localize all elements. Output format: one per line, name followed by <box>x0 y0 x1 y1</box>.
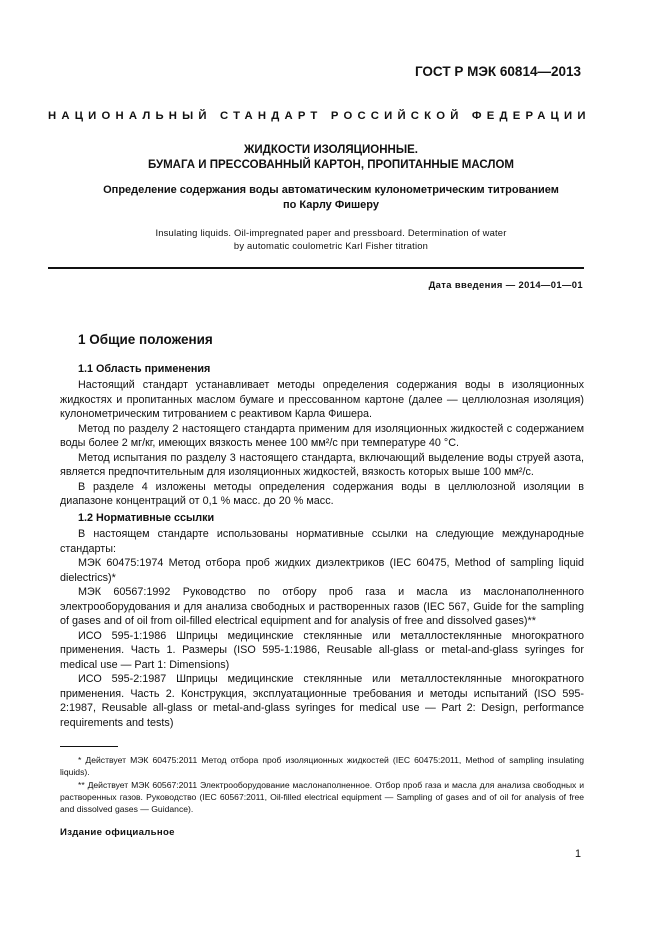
footnotes <box>60 754 584 816</box>
page-number: 1 <box>574 848 581 860</box>
national-standard-banner: НАЦИОНАЛЬНЫЙ СТАНДАРТ РОССИЙСКОЙ ФЕДЕРАЦИИ <box>48 110 591 122</box>
section-1-heading: 1 Общие положения <box>78 332 213 347</box>
english-title-line-2: by automatic coulometric Karl Fisher titration <box>233 239 429 251</box>
reference-item: ИСО 595-2:1987 Шприцы медицинские стеклянные или металлостеклянные многократного применения. Часть 2. Конструкция, эксплуатационные требования и методы испытаний (ISO 595-2:1987, Reusable all-glass or metal-and-glass syringes for medical use — Part 2: Design, performance requirements and tests) <box>60 673 584 729</box>
footnote: ** Действует МЭК 60567:2011 Электрооборудование маслонаполненное. Отбор проб газа и масла для анализа свободных и растворенных газов. Руководство (IEC 60567:2011, Oil-filled electrical equipment — Sampling of gases and of oil for analysis of free and dissolved gases — Guidance). <box>60 780 584 814</box>
document-title <box>48 143 614 173</box>
paragraph: Метод испытания по разделу 3 настоящего стандарта, включающий выделение воды струей азота, является предпочтительным для изоляционных жидкостей, вязкость которых выше 100 мм²/с. <box>60 451 584 478</box>
paragraph: Метод по разделу 2 настоящего стандарта применим для изоляционных жидкостей с содержанием воды более 2 мг/кг, имеющих вязкость менее 100 мм²/с при температуре 40 °С. <box>60 422 584 449</box>
effective-date: Дата введения — 2014—01—01 <box>428 279 583 290</box>
document-id: ГОСТ Р МЭК 60814—2013 <box>414 64 581 79</box>
title-line-2: БУМАГА И ПРЕССОВАННЫЙ КАРТОН, ПРОПИТАННЫЕ МАСЛОМ <box>147 159 515 171</box>
english-title-line-1: Insulating liquids. Oil-impregnated paper and pressboard. Determination of water <box>155 227 507 238</box>
section-1-1-heading: 1.1 Область применения <box>78 363 211 375</box>
section-1-2-body <box>60 527 584 730</box>
reference-item: МЭК 60475:1974 Метод отбора проб жидких диэлектриков (IEC 60475, Method of sampling liquid dielectrics)* <box>60 557 584 584</box>
section-1-1-body <box>60 378 584 509</box>
footnote-divider <box>60 746 118 747</box>
footnote: * Действует МЭК 60475:2011 Метод отбора проб изоляционных жидкостей (IEC 60475:2011, Method of sampling insulating liquids). <box>60 755 584 777</box>
paragraph: В настоящем стандарте использованы нормативные ссылки на следующие международные стандарты: <box>60 528 584 555</box>
title-line-1: ЖИДКОСТИ ИЗОЛЯЦИОННЫЕ. <box>244 144 418 156</box>
paragraph: Настоящий стандарт устанавливает методы определения содержания воды в изоляционных жидкостях и пропитанных маслом бумаге и прессованном картоне (далее — целлюлозная изоляция) кулонометрическим титрованием с реактивом Карла Фишера. <box>60 379 584 420</box>
header-divider <box>48 267 584 269</box>
document-subtitle <box>48 183 614 212</box>
english-title <box>48 227 614 252</box>
subtitle-line-2: по Карлу Фишеру <box>283 198 379 211</box>
section-1-2-heading: 1.2 Нормативные ссылки <box>78 512 215 524</box>
reference-item: МЭК 60567:1992 Руководство по отбору проб газа и масла из маслонаполненного электрооборудования и для анализа свободных и растворенных газов (IEC 567, Guide for the sampling of gases and of oil from oil-filled electrical equipment and for analysis of free and dissolved gases)** <box>60 586 584 627</box>
paragraph: В разделе 4 изложены методы определения содержания воды в целлюлозной изоляции в диапазоне концентраций от 0,1 % масс. до 20 % масс. <box>60 480 584 507</box>
edition-label: Издание официальное <box>60 827 175 838</box>
subtitle-line-1: Определение содержания воды автоматическим кулонометрическим титрованием <box>103 184 559 196</box>
reference-item: ИСО 595-1:1986 Шприцы медицинские стеклянные или металлостеклянные многократного применения. Часть 1. Размеры (ISO 595-1:1986, Reusable all-glass or metal-and-glass syringes for medical use — Part 1: Dimensions) <box>60 629 584 671</box>
